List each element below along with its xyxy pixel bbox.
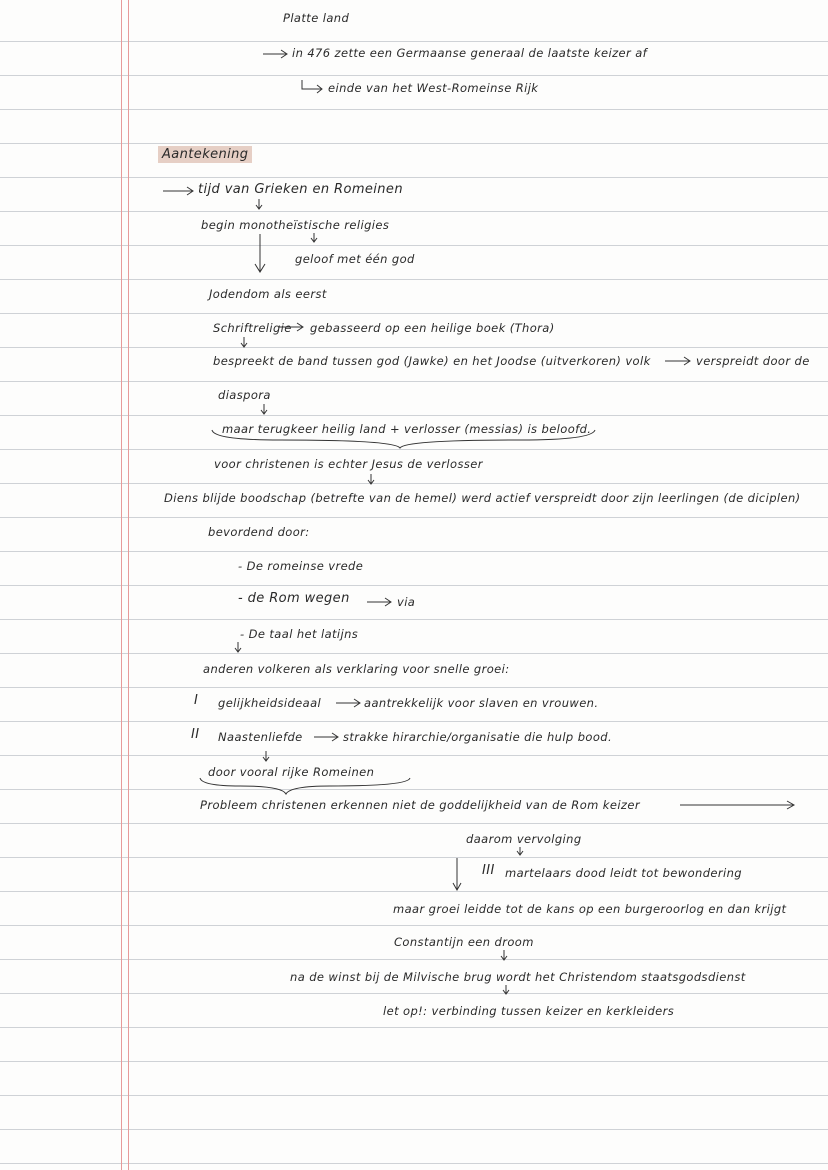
bullet-item: - de Rom wegen [238, 591, 350, 606]
note-line: aantrekkelijk voor slaven en vrouwen. [364, 696, 599, 710]
note-line: diaspora [218, 388, 271, 402]
note-line: einde van het West-Romeinse Rijk [328, 81, 539, 95]
heading-highlight: Aantekening [158, 147, 252, 162]
note-line: Naastenliefde [218, 730, 303, 744]
note-line: in 476 zette een Germaanse generaal de laatste keizer af [292, 46, 648, 60]
note-line: Diens blijde boodschap (betrefte van de hemel) werd actief verspreidt door zijn leerlingen (de diciplen) [164, 491, 801, 505]
note-line: maar groei leidde tot de kans op een burgeroorlog en dan krijgt [393, 902, 787, 916]
note-line: Schriftreligie [213, 321, 292, 335]
margin-line [121, 0, 122, 1170]
note-line: Platte land [283, 11, 350, 25]
note-line: let op!: verbinding tussen keizer en kerkleiders [383, 1004, 675, 1018]
note-line: via [397, 595, 416, 609]
note-line: begin monotheïstische religies [201, 218, 390, 232]
note-line: daarom vervolging [466, 832, 582, 846]
note-line: martelaars dood leidt tot bewondering [505, 866, 742, 880]
bullet-item: - De taal het latijns [240, 627, 359, 641]
margin-line [128, 0, 129, 1170]
note-line: Jodendom als eerst [209, 287, 327, 301]
note-line: anderen volkeren als verklaring voor snelle groei: [203, 662, 510, 676]
note-line: bevordend door: [208, 525, 310, 539]
note-line: door vooral rijke Romeinen [208, 765, 375, 779]
note-line: verspreidt door de [696, 354, 810, 368]
note-line: na de winst bij de Milvische brug wordt het Christendom staatsgodsdienst [290, 970, 746, 984]
note-line: gelijkheidsideaal [218, 696, 322, 710]
note-line: gebasseerd op een heilige boek (Thora) [310, 321, 555, 335]
roman-numeral: III [482, 863, 495, 878]
note-line: bespreekt de band tussen god (Jawke) en het Joodse (uitverkoren) volk [213, 354, 651, 368]
roman-numeral: II [191, 727, 200, 742]
bullet-item: - De romeinse vrede [238, 559, 364, 573]
note-line: tijd van Grieken en Romeinen [198, 182, 403, 197]
note-line: strakke hirarchie/organisatie die hulp bood. [343, 730, 613, 744]
note-line: Constantijn een droom [394, 935, 534, 949]
note-line: Probleem christenen erkennen niet de goddelijkheid van de Rom keizer [200, 798, 640, 812]
roman-numeral: I [194, 693, 199, 708]
note-line: maar terugkeer heilig land + verlosser (messias) is beloofd. [222, 422, 592, 436]
note-line: geloof met één god [295, 252, 415, 266]
note-line: voor christenen is echter Jesus de verlosser [214, 457, 483, 471]
